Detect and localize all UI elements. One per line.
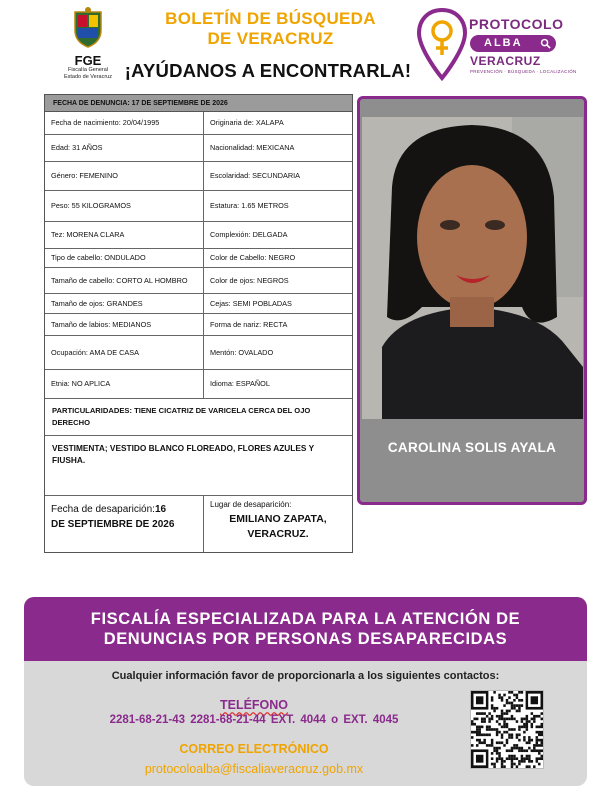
particularities-row [45, 399, 352, 436]
missing-person-name: CAROLINA SOLIS AYALA [387, 440, 557, 455]
disappearance-date-value: DE SEPTIEMBRE DE 2026 [51, 519, 175, 530]
report-date-header: FECHA DE DENUNCIA: 17 DE SEPTIEMBRE DE 2026 [45, 95, 352, 112]
phone-label: TELÉFONO [219, 698, 289, 712]
place-line-2: VERACRUZ. [247, 528, 309, 540]
age-cell: Edad: 31 AÑOS [45, 135, 204, 161]
disappearance-place-cell [204, 496, 352, 552]
contact-intro: Cualquier información favor de proporcionarla a los siguientes contactos: [111, 670, 500, 682]
disappearance-date-label: Fecha de desaparición: [51, 504, 155, 515]
qr-code[interactable] [470, 690, 544, 769]
place-line-1: EMILIANO ZAPATA, [229, 513, 327, 525]
qr-code-icon [471, 691, 543, 768]
person-data-table [44, 94, 353, 553]
email-link[interactable]: protocoloalba@fiscaliaveracruz.gob.mx [144, 762, 364, 776]
disappearance-row [45, 496, 352, 552]
fge-subtitle-1: Fiscalía General [67, 67, 109, 73]
nationality-cell: Nacionalidad: MEXICANA [210, 143, 295, 153]
table-row [45, 336, 352, 370]
complexion-tone-cell: Tez: MORENA CLARA [45, 222, 204, 248]
lip-size-cell: Tamaño de labios: MEDIANOS [45, 314, 204, 335]
protocolo-alba-logo [416, 6, 596, 84]
build-cell: Complexión: DELGADA [210, 230, 288, 240]
eye-color-cell: Color de ojos: NEGROS [210, 275, 289, 285]
bulletin-title-line-2: DE VERACRUZ [207, 29, 334, 48]
eye-size-cell: Tamaño de ojos: GRANDES [45, 294, 204, 313]
table-row [45, 222, 352, 249]
origin-cell: Originaria de: XALAPA [210, 118, 284, 128]
bulletin-title-line-1: BOLETÍN DE BÚSQUEDA [165, 9, 376, 28]
missing-person-photo [362, 117, 583, 419]
table-row [45, 314, 352, 336]
alba-pill [470, 35, 556, 52]
disappearance-place-value [210, 512, 346, 542]
banner-line-1: FISCALÍA ESPECIALIZADA PARA LA ATENCIÓN DE [90, 610, 521, 628]
table-row [45, 370, 352, 399]
fge-abbreviation: FGE [74, 53, 102, 68]
magnifier-icon [540, 38, 551, 49]
bulletin-title [128, 9, 413, 49]
hair-length-cell: Tamaño de cabello: CORTO AL HOMBRO [45, 268, 204, 293]
fge-subtitle-2: Estado de Veracruz [63, 73, 112, 80]
occupation-cell: Ocupación: AMA DE CASA [45, 336, 204, 369]
table-row [45, 268, 352, 294]
table-row [45, 135, 352, 162]
gender-cell: Género: FEMENINO [45, 162, 204, 190]
ethnicity-cell: Etnia: NO APLICA [45, 370, 204, 398]
table-row [45, 249, 352, 268]
clothing-row [45, 436, 352, 496]
veracruz-word: VERACRUZ [470, 54, 541, 68]
hair-type-cell: Tipo de cabello: ONDULADO [45, 249, 204, 267]
table-row [45, 191, 352, 222]
alba-word: ALBA [484, 37, 523, 49]
hair-color-cell: Color de Cabello: NEGRO [210, 253, 296, 263]
contact-panel [24, 597, 587, 786]
weight-cell: Peso: 55 KILOGRAMOS [45, 191, 204, 221]
fiscalia-banner [24, 597, 587, 661]
chin-cell: Mentón: OVALADO [210, 347, 274, 357]
fge-seal-icon [71, 6, 105, 48]
protocolo-word: PROTOCOLO [469, 16, 564, 32]
disappearance-place-label: Lugar de desaparición: [210, 500, 292, 509]
disappearance-date-cell [45, 496, 204, 552]
table-row [45, 112, 352, 135]
birth-date-cell: Fecha de nacimiento: 20/04/1995 [45, 112, 204, 134]
email-label: CORREO ELECTRÓNICO [179, 742, 329, 756]
particularities-text: PARTICULARIDADES: TIENE CICATRIZ DE VARICELA CERCA DEL OJO DERECHO [52, 406, 311, 427]
banner-line-2: DENUNCIAS POR PERSONAS DESAPARECIDAS [103, 630, 508, 648]
clothing-text: VESTIMENTA; VESTIDO BLANCO FLOREADO, FLORES AZULES Y FIUSHA. [52, 443, 314, 465]
photo-card [357, 96, 587, 505]
eyebrows-cell: Cejas: SEMI POBLADAS [210, 298, 292, 308]
schooling-cell: Escolaridad: SECUNDARIA [210, 171, 301, 181]
table-row [45, 162, 352, 191]
disappearance-date-day: 16 [154, 504, 167, 515]
phone-numbers[interactable]: 2281-68-21-43 2281-68-21-44 EXT. 4044 o EXT. 4045 [109, 714, 399, 726]
protocolo-alba-symbol-icon [416, 6, 468, 82]
fge-logo [58, 6, 118, 82]
height-cell: Estatura: 1.65 METROS [210, 201, 289, 211]
nose-shape-cell: Forma de nariz: RECTA [210, 319, 288, 329]
language-cell: Idioma: ESPAÑOL [210, 379, 270, 389]
table-row [45, 294, 352, 314]
help-find-heading: ¡AYÚDANOS A ENCONTRARLA! [124, 60, 412, 81]
protocolo-tagline: PREVENCIÓN · BÚSQUEDA · LOCALIZACIÓN [470, 69, 577, 74]
